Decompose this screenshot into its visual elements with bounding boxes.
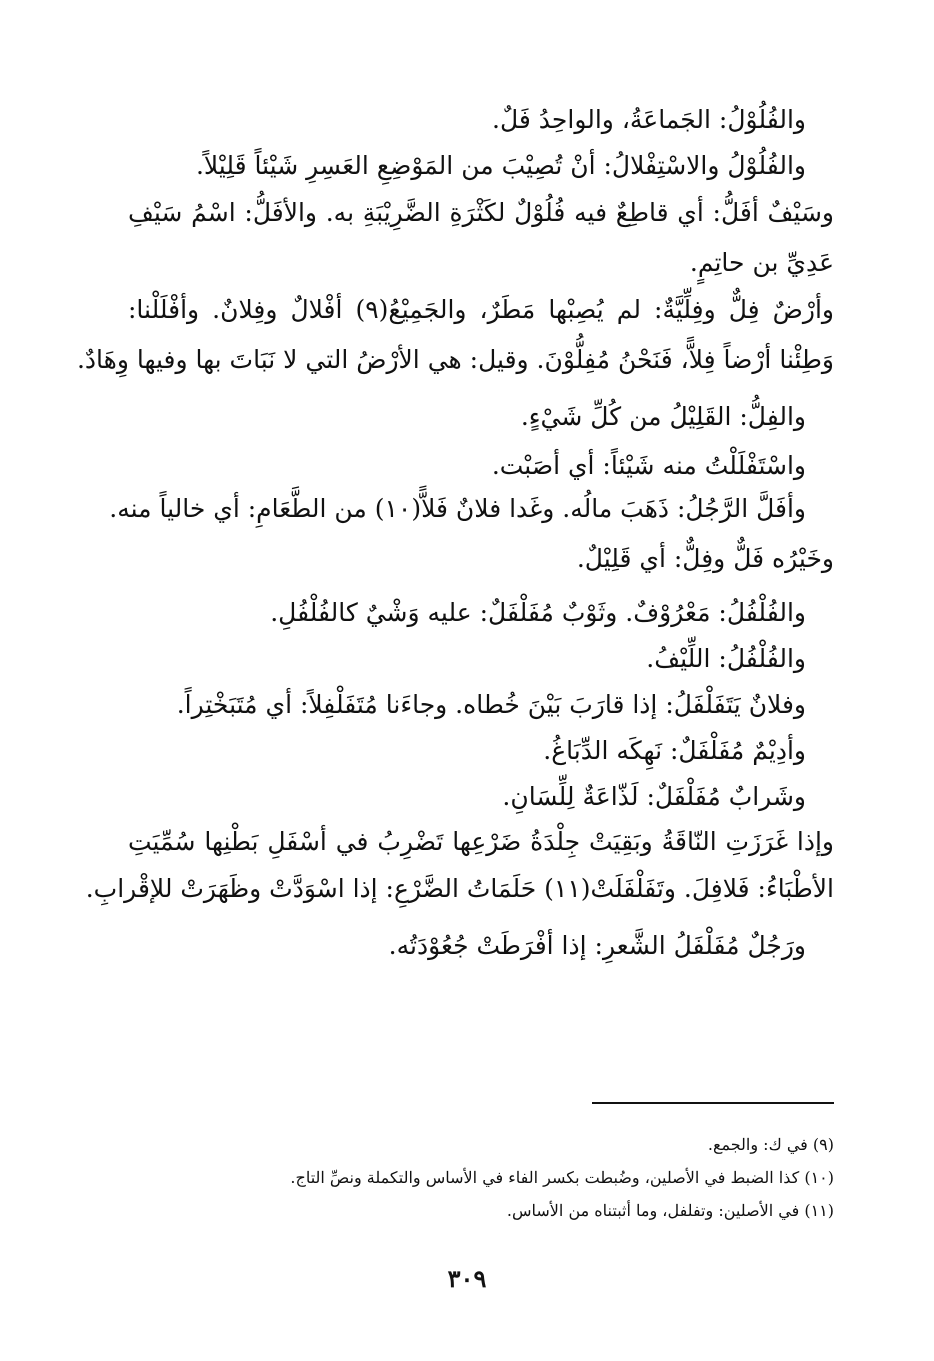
text-line: وأفَلَّ الرَّجُلُ: ذَهَبَ مالُه. وغَدا فلانٌ فَلاًّ(١٠) من الطَّعَامِ: أي خالياً منه. — [109, 494, 806, 523]
footnote: (٩) في ك: والجمع. — [707, 1135, 834, 1154]
text-line: وَطِئْنا أرْضاً فِلاًّ، فَنَحْنُ مُفِلُّوْنَ. وقيل: هي الأرْضُ التي لا نَبَاتَ بها وفيها وِهَادٌ. — [76, 345, 834, 374]
text-line: والفُلُوْلُ: الجَماعَةُ، والواحِدُ فَلٌ. — [492, 105, 806, 134]
text-line: وسَيْفٌ أفَلُّ: أي قاطِعٌ فيه فُلُوْلٌ لكَثْرَةِ الضَّرِيْبَةِ به. والأفَلُّ: اسْمُ سَيْفِ — [128, 198, 834, 227]
text-line: وأرْضٌ فِلٌّ وفِلِّيَّةٌ: لم يُصِبْها مَطَرٌ، والجَمِيْعُ(٩) أفْلالٌ وفِلانٌ. وأفْلَلْنا: — [128, 295, 834, 324]
text-line: والفِلُّ: القَلِيْلُ من كُلِّ شَيْءٍ. — [520, 402, 806, 431]
footnote-divider — [592, 1102, 834, 1104]
text-line: وإذا غَرَزَتِ النّاقَةُ وبَقِيَتْ جِلْدَةُ ضَرْعِها تَضْرِبُ في أسْفَلِ بَطْنِها سُمِّيَتِ — [128, 827, 834, 856]
text-line: والفُلْفُلُ: مَعْرُوْفٌ. وثَوْبٌ مُفَلْفَلٌ: عليه وَشْيٌ كالفُلْفُلِ. — [270, 598, 806, 627]
page-number: ٣٠٩ — [447, 1264, 487, 1293]
text-line: عَدِيِّ بن حاتِمٍ. — [689, 248, 834, 277]
text-line: ورَجُلٌ مُفَلْفَلُ الشَّعرِ: إذا أفْرَطَتْ جُعُوْدَتُه. — [388, 931, 806, 960]
text-line: والفُلْفُلُ: اللِّيْفُ. — [646, 644, 806, 673]
text-line: والفُلُوْلُ والاسْتِفْلالُ: أنْ تُصِيْبَ من المَوْضِعِ العَسِرِ شَيْئاً قَلِيْلاً. — [195, 151, 806, 180]
text-line: واسْتَفْلَلْتُ منه شَيْئاً: أي أصَبْت. — [491, 451, 806, 480]
text-line: وأدِيْمٌ مُفَلْفَلٌ: نَهِكَه الدِّبَاغُ. — [543, 736, 806, 765]
footnote: (١١) في الأصلين: وتفلفل، وما أثبتناه من الأساس. — [506, 1201, 834, 1220]
text-line: وشَرابٌ مُفَلْفَلٌ: لَذّاعَةٌ لِلِّسَانِ. — [502, 782, 806, 811]
text-line: وخَيْرُه فَلٌّ وفِلٌّ: أي قَلِيْلٌ. — [576, 544, 834, 573]
footnote: (١٠) كذا الضبط في الأصلين، وضُبطت بكسر الفاء في الأساس والتكملة ونصِّ التاج. — [290, 1168, 834, 1187]
text-line: وفلانٌ يَتَفَلْفَلُ: إذا قارَبَ بَيْنَ خُطاه. وجاءَنا مُتَفَلْفِلاً: أي مُتَبَخْتِراً. — [176, 690, 806, 719]
text-line: الأطْبَاءُ: فَلافِلَ. وتَفَلْفَلَتْ(١١) حَلَمَاتُ الضَّرْعِ: إذا اسْوَدَّتْ وظَهَرَتْ للإقْرابِ. — [85, 874, 834, 903]
